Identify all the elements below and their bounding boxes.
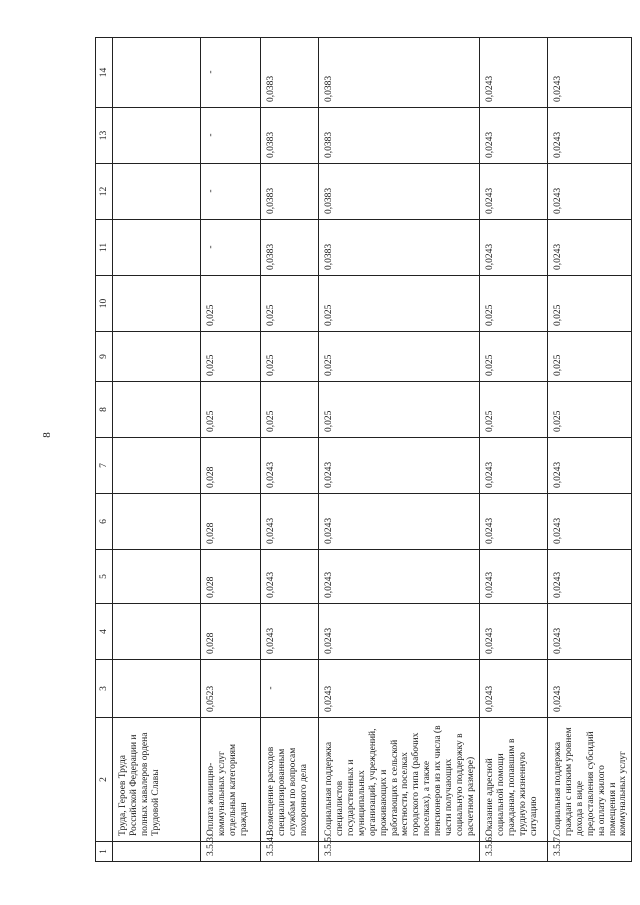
- header-cell: 1: [96, 842, 113, 862]
- value-cell: [113, 550, 201, 604]
- value-cell: -: [261, 660, 319, 718]
- value-cell: 0,025: [547, 276, 631, 332]
- value-cell: 0,025: [261, 332, 319, 382]
- value-cell: 0,0243: [319, 660, 480, 718]
- value-cell: 0,0243: [479, 164, 547, 220]
- value-cell: [113, 604, 201, 660]
- value-cell: 0,0243: [479, 438, 547, 494]
- header-cell: 5: [96, 550, 113, 604]
- value-cell: 0,0243: [319, 438, 480, 494]
- value-cell: [113, 38, 201, 108]
- value-cell: 0,0243: [479, 494, 547, 550]
- value-cell: 0,025: [479, 276, 547, 332]
- value-cell: 0,0243: [261, 438, 319, 494]
- value-cell: 0,0243: [547, 604, 631, 660]
- value-cell: 0,025: [201, 332, 261, 382]
- value-cell: -: [201, 164, 261, 220]
- value-cell: [113, 108, 201, 164]
- value-cell: 0,025: [261, 276, 319, 332]
- value-cell: 0,025: [319, 382, 480, 438]
- value-cell: 0,0383: [261, 220, 319, 276]
- table-row: [261, 38, 319, 862]
- page-number: 8: [41, 432, 53, 438]
- row-name: Социальная поддержка граждан с низким уровнем дохода в виде предоставления субсидий на оплату жилого помещения и коммунальных услуг: [547, 718, 631, 842]
- value-cell: 0,0243: [479, 660, 547, 718]
- table-row: [547, 38, 631, 862]
- value-cell: [113, 382, 201, 438]
- value-cell: 0,0243: [479, 38, 547, 108]
- value-cell: 0,0243: [261, 604, 319, 660]
- header-row: [96, 38, 113, 862]
- value-cell: 0,0243: [547, 108, 631, 164]
- value-cell: -: [201, 108, 261, 164]
- value-cell: 0,0243: [261, 550, 319, 604]
- value-cell: -: [201, 220, 261, 276]
- value-cell: 0,025: [319, 276, 480, 332]
- table-row: [113, 38, 201, 862]
- row-number: 3.5.3.: [201, 842, 261, 862]
- row-number: 3.5.4.: [261, 842, 319, 862]
- row-name: Оказание адресной социальной помощи гражданам, попавшим в трудную жизненную ситуацию: [479, 718, 547, 842]
- row-number: 3.5.7.: [547, 842, 631, 862]
- value-cell: 0,028: [201, 494, 261, 550]
- value-cell: 0,025: [261, 382, 319, 438]
- value-cell: 0,025: [319, 332, 480, 382]
- value-cell: [113, 660, 201, 718]
- row-number: 3.5.6.: [479, 842, 547, 862]
- value-cell: 0,025: [547, 332, 631, 382]
- value-cell: 0,025: [201, 382, 261, 438]
- value-cell: 0,0243: [479, 604, 547, 660]
- value-cell: 0,028: [201, 550, 261, 604]
- header-cell: 10: [96, 276, 113, 332]
- value-cell: -: [201, 38, 261, 108]
- value-cell: 0,0523: [201, 660, 261, 718]
- row-name: Возмещение расходов специализированным службам по вопросам похоронного дела: [261, 718, 319, 842]
- value-cell: 0,0383: [319, 38, 480, 108]
- value-cell: [113, 276, 201, 332]
- row-name: Оплата жилищно-коммунальных услуг отдельным категориям граждан: [201, 718, 261, 842]
- value-cell: 0,0243: [547, 438, 631, 494]
- value-cell: 0,0243: [547, 38, 631, 108]
- row-number: 3.5.5.: [319, 842, 480, 862]
- value-cell: 0,0243: [319, 604, 480, 660]
- header-cell: 12: [96, 164, 113, 220]
- value-cell: 0,0383: [261, 164, 319, 220]
- value-cell: 0,0243: [319, 550, 480, 604]
- value-cell: 0,025: [201, 276, 261, 332]
- table-row: [479, 38, 547, 862]
- value-cell: [113, 438, 201, 494]
- header-cell: 11: [96, 220, 113, 276]
- value-cell: 0,025: [479, 332, 547, 382]
- value-cell: [113, 220, 201, 276]
- value-cell: 0,0243: [547, 660, 631, 718]
- value-cell: 0,025: [547, 382, 631, 438]
- value-cell: [113, 164, 201, 220]
- row-name: Социальная поддержка специалистов государственных и муниципальных организаций, учреждений, проживающих и работающих в сельской местности, поселках городского типа (рабочих поселках), а также пенсионеров из их числа (в части получающих социальную поддержку в расчетном размере): [319, 718, 480, 842]
- table-row: [319, 38, 480, 862]
- value-cell: 0,025: [479, 382, 547, 438]
- value-cell: 0,028: [201, 604, 261, 660]
- value-cell: 0,0383: [261, 38, 319, 108]
- value-cell: 0,0243: [547, 494, 631, 550]
- value-cell: 0,0383: [319, 220, 480, 276]
- value-cell: 0,0243: [319, 494, 480, 550]
- value-cell: 0,0383: [261, 108, 319, 164]
- header-cell: 9: [96, 332, 113, 382]
- value-cell: [113, 494, 201, 550]
- header-cell: 6: [96, 494, 113, 550]
- value-cell: 0,0243: [479, 220, 547, 276]
- header-cell: 4: [96, 604, 113, 660]
- value-cell: 0,0383: [319, 164, 480, 220]
- value-cell: 0,0243: [547, 550, 631, 604]
- value-cell: 0,0243: [547, 164, 631, 220]
- data-table: [95, 37, 632, 862]
- value-cell: 0,028: [201, 438, 261, 494]
- table-row: [201, 38, 261, 862]
- row-number: [113, 842, 201, 862]
- value-cell: [113, 332, 201, 382]
- row-name: Труда, Героев Труда Российской Федерации и полных кавалеров ордена Трудовой Славы: [113, 718, 201, 842]
- header-cell: 13: [96, 108, 113, 164]
- header-cell: 8: [96, 382, 113, 438]
- value-cell: 0,0243: [547, 220, 631, 276]
- header-cell: 2: [96, 718, 113, 842]
- header-cell: 7: [96, 438, 113, 494]
- rotated-table-wrapper: [95, 38, 629, 862]
- value-cell: 0,0243: [479, 550, 547, 604]
- header-cell: 3: [96, 660, 113, 718]
- value-cell: 0,0383: [319, 108, 480, 164]
- value-cell: 0,0243: [261, 494, 319, 550]
- value-cell: 0,0243: [479, 108, 547, 164]
- header-cell: 14: [96, 38, 113, 108]
